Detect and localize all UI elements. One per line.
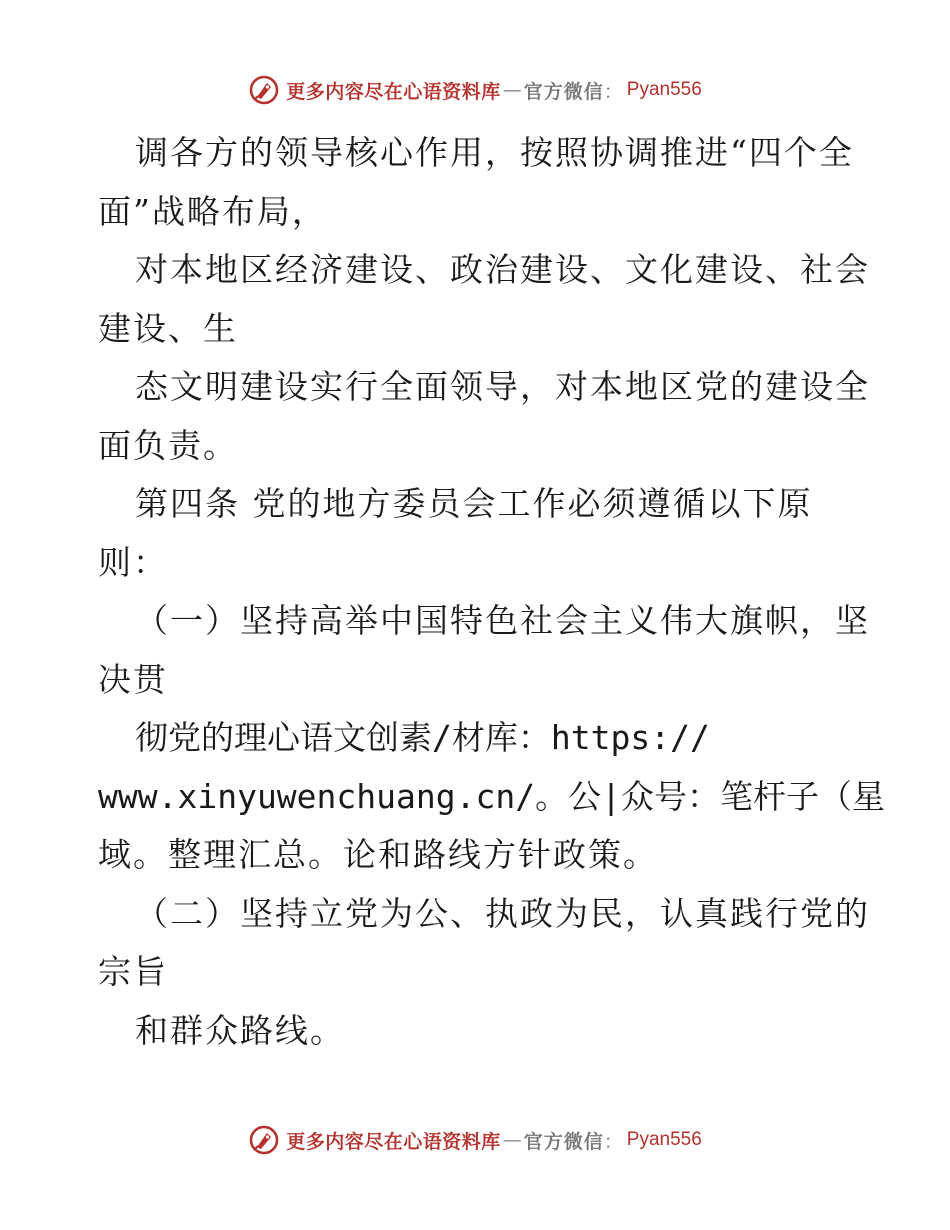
pen-nib-logo-icon: [248, 74, 280, 106]
header-handle: Pyan556: [626, 79, 702, 100]
text-line: 和群众路线。: [135, 1010, 345, 1050]
text-line: www.xinyuwenchuang.cn/。公|众号：笔杆子（星: [98, 776, 885, 816]
document-body: [98, 124, 885, 1060]
text-line: 对本地区经济建设、政治建设、文化建设、社会: [135, 250, 870, 289]
text-line: 建设、生: [98, 308, 238, 348]
footer-label: 官方微信: [523, 1130, 604, 1153]
text-line: 域。整理汇总。论和路线方针政策。: [98, 835, 658, 874]
footer-colon: ：: [603, 1130, 623, 1153]
text-line: 宗旨: [98, 952, 168, 991]
footer-handle: Pyan556: [626, 1129, 702, 1150]
header-colon: ：: [603, 80, 623, 103]
header-dash: —: [502, 79, 522, 101]
header-title: 更多内容尽在心语资料库: [286, 80, 501, 103]
text-line: 则：: [98, 542, 168, 582]
text-line: 彻党的理心语文创素/材库：https://: [135, 718, 710, 757]
text-line: （一）坚持高举中国特色社会主义伟大旗帜，坚: [135, 601, 870, 640]
footer-banner: [0, 1120, 950, 1160]
header-label: 官方微信: [523, 80, 604, 103]
text-line: （二）坚持立党为公、执政为民，认真践行党的: [135, 893, 870, 933]
text-line: 第四条 党的地方委员会工作必须遵循以下原: [135, 484, 813, 523]
text-line: 态文明建设实行全面领导，对本地区党的建设全: [135, 367, 870, 406]
footer-title: 更多内容尽在心语资料库: [286, 1130, 501, 1153]
footer-dash: —: [502, 1129, 522, 1151]
pen-nib-logo-icon: [248, 1124, 280, 1156]
text-line: 面负责。: [98, 425, 238, 465]
text-line: 调各方的领导核心作用，按照协调推进“四个全: [135, 133, 854, 172]
text-line: 决贯: [98, 659, 168, 699]
text-line: 面”战略布局，: [98, 191, 327, 231]
header-banner: [0, 70, 950, 110]
